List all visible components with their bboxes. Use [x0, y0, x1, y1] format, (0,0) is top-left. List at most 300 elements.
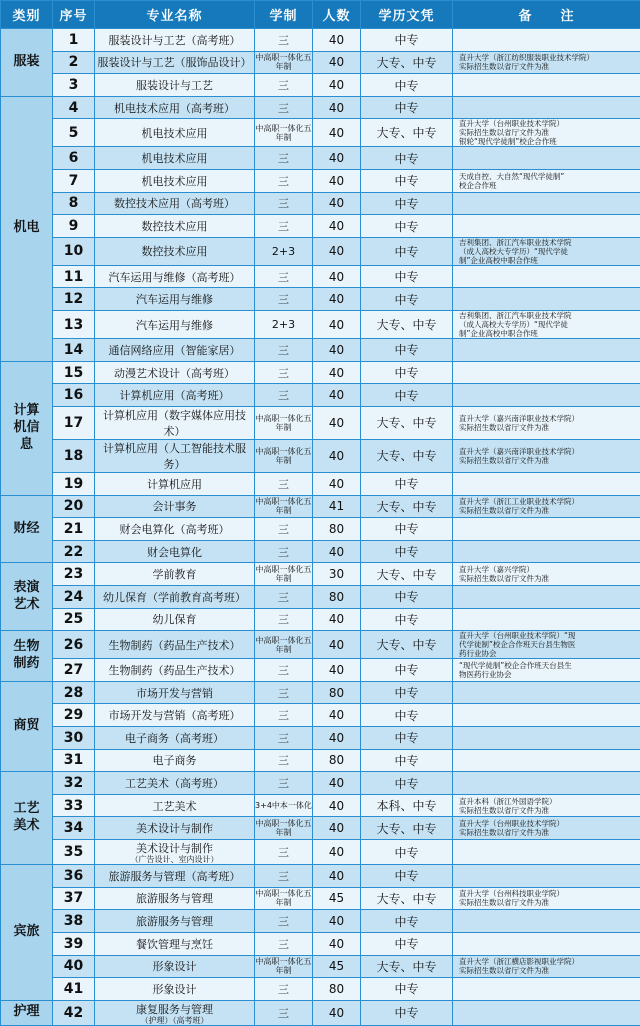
row-number: 5 — [53, 119, 95, 147]
table-row — [1, 406, 640, 439]
remark — [453, 772, 640, 795]
major-name-text: 会计事务 — [153, 500, 197, 513]
enrollment-count: 40 — [313, 659, 361, 682]
enrollment-count: 40 — [313, 29, 361, 52]
remark: 直升大学（浙江工业职业技术学院） 实际招生数以省厅文件为准 — [453, 495, 640, 518]
major-name — [95, 563, 255, 586]
major-name-text: 幼儿保育（学前教育高考班） — [103, 591, 246, 604]
major-name-text: 汽车运用与维修 — [136, 319, 213, 332]
enrollment-count: 40 — [313, 840, 361, 865]
table-row — [1, 74, 640, 97]
remark: 直升大学（嘉兴南洋职业技术学院） 实际招生数以省厅文件为准 — [453, 406, 640, 439]
row-number: 39 — [53, 932, 95, 955]
study-system: 3+4中本一体化 — [255, 794, 313, 817]
remark — [453, 265, 640, 288]
enrollment-count: 40 — [313, 192, 361, 215]
table-row — [1, 955, 640, 978]
major-name — [95, 406, 255, 439]
remark — [453, 29, 640, 52]
table-row — [1, 681, 640, 704]
remark — [453, 910, 640, 933]
category-cell: 表演 艺术 — [1, 563, 53, 631]
header-count: 人数 — [313, 1, 361, 29]
row-number: 31 — [53, 749, 95, 772]
row-number: 19 — [53, 472, 95, 495]
major-name-text: 服装设计与工艺（服饰品设计） — [98, 56, 252, 69]
row-number: 13 — [53, 311, 95, 339]
diploma: 中专 — [361, 1000, 453, 1025]
major-name-text: 生物制药（药品生产技术） — [109, 639, 241, 652]
study-system: 中高职一体化五年制 — [255, 495, 313, 518]
major-name-text: 数控技术应用 — [142, 245, 208, 258]
major-name-text: 餐饮管理与烹饪 — [136, 938, 213, 951]
remark — [453, 978, 640, 1001]
diploma: 中专 — [361, 74, 453, 97]
row-number: 24 — [53, 585, 95, 608]
row-number: 4 — [53, 96, 95, 119]
study-system: 三 — [255, 265, 313, 288]
row-number: 42 — [53, 1000, 95, 1025]
major-name — [95, 311, 255, 339]
row-number: 10 — [53, 237, 95, 265]
study-system: 三 — [255, 170, 313, 193]
enrollment-count: 40 — [313, 215, 361, 238]
diploma: 中专 — [361, 96, 453, 119]
remark: 天成自控、大自然“现代学徒制” 校企合作班 — [453, 170, 640, 193]
table-row — [1, 518, 640, 541]
enrollment-count: 40 — [313, 1000, 361, 1025]
study-system: 三 — [255, 288, 313, 311]
diploma: 中专 — [361, 585, 453, 608]
major-name-text: 美术设计与制作 — [136, 842, 213, 855]
major-name-text: 机电技术应用（高考班） — [114, 102, 235, 115]
enrollment-count: 40 — [313, 794, 361, 817]
row-number: 41 — [53, 978, 95, 1001]
table-row — [1, 910, 640, 933]
major-name — [95, 704, 255, 727]
row-number: 30 — [53, 727, 95, 750]
major-name — [95, 887, 255, 910]
major-name — [95, 237, 255, 265]
row-number: 34 — [53, 817, 95, 840]
study-system: 三 — [255, 749, 313, 772]
table-row — [1, 794, 640, 817]
row-number: 11 — [53, 265, 95, 288]
major-name — [95, 518, 255, 541]
major-name-text: 服装设计与工艺（高考班） — [109, 34, 241, 47]
remark — [453, 932, 640, 955]
major-name — [95, 794, 255, 817]
diploma: 中专 — [361, 265, 453, 288]
table-row — [1, 339, 640, 362]
row-number: 1 — [53, 29, 95, 52]
row-number: 18 — [53, 439, 95, 472]
remark — [453, 361, 640, 384]
remark: 直升大学（浙江横店影视职业学院） 实际招生数以省厅文件为准 — [453, 955, 640, 978]
study-system: 中高职一体化五年制 — [255, 955, 313, 978]
header-edu: 学历文凭 — [361, 1, 453, 29]
table-row — [1, 170, 640, 193]
remark — [453, 339, 640, 362]
row-number: 9 — [53, 215, 95, 238]
table-row — [1, 1000, 640, 1025]
diploma: 中专 — [361, 910, 453, 933]
major-name-text: 电子商务（高考班） — [125, 732, 224, 745]
diploma: 中专 — [361, 192, 453, 215]
remark: 吉利集团、浙江汽车职业技术学院 （成人高校大专学历）“现代学徒 制”企业高校中职合作班 — [453, 311, 640, 339]
major-name-text: 机电技术应用 — [142, 127, 208, 140]
major-name-text: 计算机应用 — [147, 478, 202, 491]
enrollment-count: 30 — [313, 563, 361, 586]
row-number: 22 — [53, 540, 95, 563]
major-name — [95, 1000, 255, 1025]
row-number: 32 — [53, 772, 95, 795]
diploma: 大专、中专 — [361, 51, 453, 74]
major-name — [95, 955, 255, 978]
remark: 直升大学（嘉兴南洋职业技术学院） 实际招生数以省厅文件为准 — [453, 439, 640, 472]
table-row — [1, 472, 640, 495]
category-cell: 商贸 — [1, 681, 53, 771]
study-system: 三 — [255, 840, 313, 865]
table-row — [1, 631, 640, 659]
remark — [453, 608, 640, 631]
enrollment-count: 40 — [313, 865, 361, 888]
diploma: 中专 — [361, 681, 453, 704]
remark: 直升大学（台州职业技术学院） 实际招生数以省厅文件为准 — [453, 817, 640, 840]
major-name-text: 形象设计 — [153, 960, 197, 973]
remark — [453, 215, 640, 238]
study-system: 三 — [255, 361, 313, 384]
remark: 直升大学（嘉兴学院） 实际招生数以省厅文件为准 — [453, 563, 640, 586]
row-number: 12 — [53, 288, 95, 311]
study-system: 中高职一体化五年制 — [255, 887, 313, 910]
table-row — [1, 439, 640, 472]
study-system: 中高职一体化五年制 — [255, 51, 313, 74]
enrollment-count: 40 — [313, 170, 361, 193]
major-name-text: 汽车运用与维修（高考班） — [109, 271, 241, 284]
enrollment-count: 40 — [313, 74, 361, 97]
study-system: 三 — [255, 215, 313, 238]
major-name-text: 工艺美术（高考班） — [125, 777, 224, 790]
category-cell: 计算 机信 息 — [1, 361, 53, 495]
category-cell: 护理 — [1, 1000, 53, 1025]
enrollment-count: 40 — [313, 51, 361, 74]
study-system: 三 — [255, 910, 313, 933]
table-row — [1, 932, 640, 955]
diploma: 中专 — [361, 540, 453, 563]
category-cell: 生物 制药 — [1, 631, 53, 682]
row-number: 35 — [53, 840, 95, 865]
diploma: 中专 — [361, 865, 453, 888]
major-name-text: 计算机应用（人工智能技术服务） — [103, 442, 246, 471]
enrollment-count: 80 — [313, 518, 361, 541]
diploma: 中专 — [361, 608, 453, 631]
major-name-text: 财会电算化（高考班） — [120, 523, 230, 536]
major-name — [95, 749, 255, 772]
study-system: 2+3 — [255, 237, 313, 265]
table-row — [1, 265, 640, 288]
table-row — [1, 288, 640, 311]
remark — [453, 1000, 640, 1025]
major-name-text: 机电技术应用 — [142, 175, 208, 188]
major-name — [95, 29, 255, 52]
major-name-text: 形象设计 — [153, 983, 197, 996]
diploma: 中专 — [361, 237, 453, 265]
major-name — [95, 585, 255, 608]
row-number: 26 — [53, 631, 95, 659]
major-name — [95, 265, 255, 288]
table-row — [1, 192, 640, 215]
major-name — [95, 540, 255, 563]
diploma: 中专 — [361, 727, 453, 750]
enrollment-count: 80 — [313, 585, 361, 608]
diploma: 中专 — [361, 147, 453, 170]
major-name-text: 电子商务 — [153, 754, 197, 767]
enrollment-count: 40 — [313, 439, 361, 472]
enrollment-count: 41 — [313, 495, 361, 518]
remark: 直升大学（台州职业技术学院）“现 代学徒制”校企合作班天台县生物医 药行业协会 — [453, 631, 640, 659]
study-system: 三 — [255, 192, 313, 215]
diploma: 大专、中专 — [361, 955, 453, 978]
major-name-text: 通信网络应用（智能家居） — [109, 344, 241, 357]
header-major: 专业名称 — [95, 1, 255, 29]
row-number: 17 — [53, 406, 95, 439]
major-name-text: 学前教育 — [153, 568, 197, 581]
major-name — [95, 96, 255, 119]
major-name — [95, 192, 255, 215]
major-name-text: 机电技术应用 — [142, 152, 208, 165]
row-number: 14 — [53, 339, 95, 362]
major-name-text: 数控技术应用 — [142, 220, 208, 233]
enrollment-count: 80 — [313, 978, 361, 1001]
remark — [453, 585, 640, 608]
diploma: 中专 — [361, 472, 453, 495]
major-name — [95, 681, 255, 704]
study-system: 三 — [255, 772, 313, 795]
major-name-text: 幼儿保育 — [153, 613, 197, 626]
row-number: 28 — [53, 681, 95, 704]
row-number: 23 — [53, 563, 95, 586]
enrollment-count: 40 — [313, 288, 361, 311]
enrollment-count: 40 — [313, 406, 361, 439]
enrollment-count: 40 — [313, 772, 361, 795]
row-number: 15 — [53, 361, 95, 384]
remark — [453, 288, 640, 311]
diploma: 中专 — [361, 978, 453, 1001]
major-name-text: 计算机应用（高考班） — [120, 389, 230, 402]
row-number: 33 — [53, 794, 95, 817]
study-system: 中高职一体化五年制 — [255, 817, 313, 840]
remark: 直升大学（台州科技职业学院） 实际招生数以省厅文件为准 — [453, 887, 640, 910]
table-row — [1, 540, 640, 563]
table-row — [1, 585, 640, 608]
diploma: 中专 — [361, 215, 453, 238]
row-number: 25 — [53, 608, 95, 631]
remark — [453, 749, 640, 772]
table-row — [1, 817, 640, 840]
major-name-text: 旅游服务与管理 — [136, 892, 213, 905]
row-number: 16 — [53, 384, 95, 407]
diploma: 中专 — [361, 288, 453, 311]
study-system: 三 — [255, 96, 313, 119]
major-name — [95, 631, 255, 659]
major-name-text: 动漫艺术设计（高考班） — [114, 367, 235, 380]
study-system: 三 — [255, 540, 313, 563]
major-name — [95, 288, 255, 311]
study-system: 三 — [255, 704, 313, 727]
enrollment-count: 40 — [313, 704, 361, 727]
table-row — [1, 978, 640, 1001]
study-system: 三 — [255, 681, 313, 704]
diploma: 中专 — [361, 170, 453, 193]
enrollment-count: 40 — [313, 339, 361, 362]
remark — [453, 74, 640, 97]
diploma: 中专 — [361, 339, 453, 362]
major-name — [95, 384, 255, 407]
enrollment-count: 40 — [313, 361, 361, 384]
table-row — [1, 495, 640, 518]
remark — [453, 147, 640, 170]
major-name-text: 工艺美术 — [153, 800, 197, 813]
table-row — [1, 887, 640, 910]
diploma: 中专 — [361, 840, 453, 865]
major-name — [95, 727, 255, 750]
enrollment-count: 40 — [313, 119, 361, 147]
enrollment-count: 40 — [313, 727, 361, 750]
table-row — [1, 659, 640, 682]
remark — [453, 681, 640, 704]
remark — [453, 518, 640, 541]
diploma: 中专 — [361, 704, 453, 727]
major-name — [95, 932, 255, 955]
table-row — [1, 608, 640, 631]
header-category: 类别 — [1, 1, 53, 29]
major-name — [95, 659, 255, 682]
row-number: 2 — [53, 51, 95, 74]
major-name — [95, 215, 255, 238]
major-subtitle: （护理）（高考班） — [95, 1017, 254, 1025]
remark: 直升大学（浙江纺织服装职业技术学院） 实际招生数以省厅文件为准 — [453, 51, 640, 74]
major-name-text: 市场开发与营销 — [136, 687, 213, 700]
study-system: 三 — [255, 518, 313, 541]
major-name — [95, 772, 255, 795]
table-row — [1, 704, 640, 727]
category-cell: 宾旅 — [1, 865, 53, 1001]
enrollment-count: 40 — [313, 817, 361, 840]
major-name — [95, 339, 255, 362]
header-row — [1, 1, 640, 29]
major-name-text: 生物制药（药品生产技术） — [109, 664, 241, 677]
enrollment-count: 45 — [313, 955, 361, 978]
major-name — [95, 840, 255, 865]
row-number: 7 — [53, 170, 95, 193]
table-row — [1, 384, 640, 407]
enrollment-count: 40 — [313, 472, 361, 495]
major-name-text: 康复服务与管理 — [136, 1003, 213, 1016]
enrollment-count: 40 — [313, 631, 361, 659]
table-row — [1, 96, 640, 119]
remark — [453, 96, 640, 119]
major-name — [95, 147, 255, 170]
row-number: 8 — [53, 192, 95, 215]
table-row — [1, 772, 640, 795]
study-system: 三 — [255, 865, 313, 888]
enrollment-count: 80 — [313, 681, 361, 704]
enrollment-count: 40 — [313, 384, 361, 407]
header-note: 备 注 — [453, 1, 640, 29]
major-name-text: 服装设计与工艺 — [136, 79, 213, 92]
remark: “现代学徒制”校企合作班天台县生 物医药行业协会 — [453, 659, 640, 682]
table-row — [1, 51, 640, 74]
diploma: 大专、中专 — [361, 119, 453, 147]
diploma: 中专 — [361, 659, 453, 682]
remark: 吉利集团、浙江汽车职业技术学院 （成人高校大专学历）“现代学徒 制”企业高校中职合作班 — [453, 237, 640, 265]
study-system: 三 — [255, 659, 313, 682]
major-name — [95, 817, 255, 840]
study-system: 三 — [255, 1000, 313, 1025]
row-number: 36 — [53, 865, 95, 888]
study-system: 三 — [255, 978, 313, 1001]
major-name — [95, 170, 255, 193]
study-system: 中高职一体化五年制 — [255, 119, 313, 147]
diploma: 中专 — [361, 361, 453, 384]
major-name-text: 美术设计与制作 — [136, 822, 213, 835]
remark — [453, 704, 640, 727]
major-name-text: 旅游服务与管理（高考班） — [109, 870, 241, 883]
remark — [453, 540, 640, 563]
category-cell: 服装 — [1, 29, 53, 97]
enrollment-count: 40 — [313, 910, 361, 933]
row-number: 27 — [53, 659, 95, 682]
table-row — [1, 840, 640, 865]
enrollment-count: 40 — [313, 237, 361, 265]
remark — [453, 865, 640, 888]
table-body — [1, 29, 640, 1026]
major-name — [95, 361, 255, 384]
major-name — [95, 439, 255, 472]
study-system: 三 — [255, 147, 313, 170]
major-name — [95, 495, 255, 518]
row-number: 37 — [53, 887, 95, 910]
remark — [453, 472, 640, 495]
table-row — [1, 237, 640, 265]
enrollment-count: 45 — [313, 887, 361, 910]
diploma: 大专、中专 — [361, 887, 453, 910]
remark — [453, 727, 640, 750]
remark — [453, 192, 640, 215]
major-subtitle: （广告设计、室内设计） — [95, 856, 254, 864]
enrollment-count: 40 — [313, 311, 361, 339]
diploma: 中专 — [361, 518, 453, 541]
remark — [453, 840, 640, 865]
major-name — [95, 472, 255, 495]
diploma: 大专、中专 — [361, 439, 453, 472]
enrollment-count: 40 — [313, 608, 361, 631]
remark: 直升本科（浙江外国语学院） 实际招生数以省厅文件为准 — [453, 794, 640, 817]
major-name — [95, 608, 255, 631]
study-system: 三 — [255, 472, 313, 495]
study-system: 中高职一体化五年制 — [255, 631, 313, 659]
study-system: 三 — [255, 29, 313, 52]
study-system: 三 — [255, 339, 313, 362]
study-system: 三 — [255, 608, 313, 631]
diploma: 大专、中专 — [361, 631, 453, 659]
diploma: 大专、中专 — [361, 311, 453, 339]
row-number: 20 — [53, 495, 95, 518]
category-cell: 机电 — [1, 96, 53, 361]
remark — [453, 384, 640, 407]
enrollment-count: 40 — [313, 147, 361, 170]
